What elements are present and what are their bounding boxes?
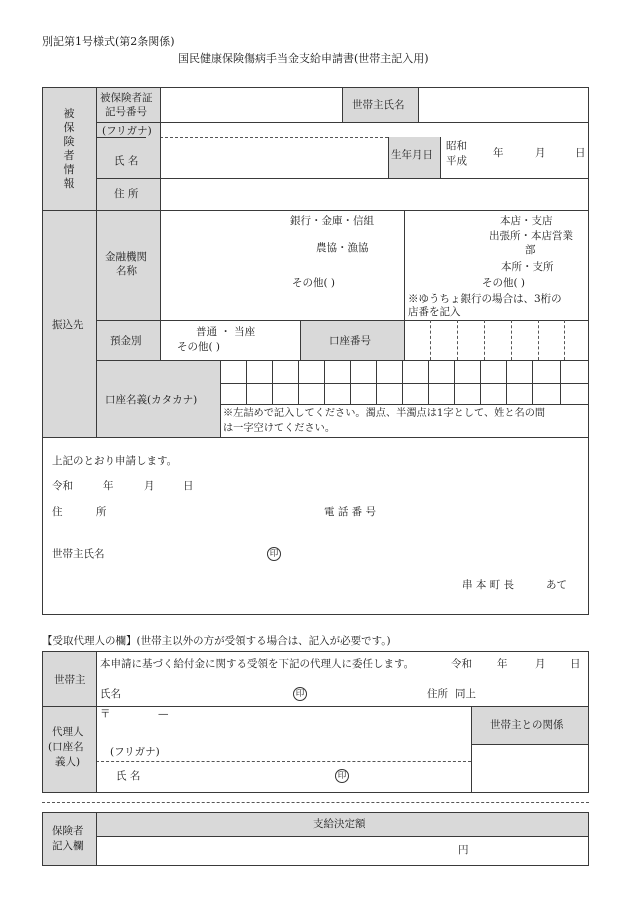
proxy-heading: 【受取代理人の欄】(世帯主以外の方が受領する場合は、記入が必要です。) — [42, 635, 391, 647]
proxy-head-label: 世帯主 — [54, 674, 86, 686]
delegate-name-label: 氏名 — [100, 688, 121, 700]
application-month: 月 — [144, 480, 155, 492]
branch-type-3: 部 — [525, 244, 536, 256]
dob-day: 日 — [575, 147, 586, 159]
application-statement: 上記のとおり申請します。 — [52, 455, 178, 467]
decision-amount-label: 支給決定額 — [313, 818, 366, 830]
addressee-town-head: 串 本 町 長 — [462, 579, 515, 591]
addressee-to: あて — [546, 579, 567, 591]
application-day: 日 — [183, 480, 194, 492]
application-era: 令和 — [52, 480, 73, 492]
card-number-label: 被保険者証 — [100, 92, 153, 104]
agent-label: 代理人 — [52, 726, 84, 738]
head-name-label: 世帯主氏名 — [352, 99, 405, 111]
agent-label-2: (口座名 — [48, 741, 84, 753]
account-holder-note-2: は一字空けてください。 — [223, 423, 336, 434]
postal-mark: 〒 — [100, 708, 111, 720]
application-year: 年 — [103, 480, 114, 492]
address-field[interactable] — [161, 179, 588, 209]
postal-dash: — — [158, 708, 169, 720]
delegate-seal-mark: 印 — [293, 687, 307, 701]
insurer-label-2: 記入欄 — [52, 840, 84, 852]
branch-type-1: 本店・支店 — [500, 215, 553, 227]
account-number-label: 口座番号 — [329, 335, 371, 347]
account-holder-note: ※左詰めで記入してください。濁点、半濁点は1字として、姓と名の間 — [223, 408, 546, 419]
account-holder-label: 口座名義(カタカナ) — [105, 394, 198, 406]
delegate-address-value: 同上 — [455, 688, 476, 700]
delegate-era: 令和 — [451, 658, 472, 670]
form-title: 国民健康保険傷病手当金支給申請書(世帯主記入用) — [178, 52, 429, 65]
dob-month: 月 — [535, 147, 546, 159]
card-number-field[interactable] — [161, 88, 341, 121]
seal-mark: 印 — [267, 547, 281, 561]
application-address-label: 住 所 — [52, 506, 107, 518]
agent-name-label: 氏 名 — [116, 770, 141, 782]
bank-types-2: 農協・漁協 — [316, 242, 369, 254]
form-reference: 別記第1号様式(第2条関係) — [42, 35, 175, 48]
era-heisei: 平成 — [446, 155, 467, 167]
agent-seal-mark: 印 — [335, 769, 349, 783]
bank-name-label: 金融機関 — [105, 251, 147, 263]
delegate-year: 年 — [497, 658, 508, 670]
cut-line — [42, 802, 589, 803]
furigana-field[interactable] — [161, 123, 387, 136]
name-label: 氏 名 — [114, 155, 139, 167]
deposit-type-label: 預金別 — [110, 335, 142, 347]
delegate-text: 本申請に基づく給付金に関する受領を下記の代理人に委任します。 — [100, 658, 415, 670]
application-phone-label: 電 話 番 号 — [324, 506, 377, 518]
dob-label: 生年月日 — [391, 149, 433, 161]
agent-furigana-label: (フリガナ) — [110, 746, 160, 758]
bank-other: その他( ) — [292, 277, 336, 289]
insurer-label: 保険者 — [52, 825, 84, 837]
bank-types: 銀行・金庫・信組 — [290, 215, 374, 227]
yen-unit: 円 — [458, 844, 469, 856]
yucho-note: ※ゆうちょ銀行の場合は、3桁の — [408, 293, 562, 305]
agent-address-field[interactable] — [112, 720, 468, 758]
delegate-day: 日 — [570, 658, 581, 670]
bank-name-label-2: 名称 — [116, 265, 137, 277]
dob-year: 年 — [493, 147, 504, 159]
branch-type-4: 本所・支所 — [501, 261, 554, 273]
relation-field[interactable] — [472, 745, 588, 792]
transfer-section-label: 振込先 — [52, 319, 84, 331]
name-field[interactable] — [161, 138, 387, 177]
head-name-field[interactable] — [419, 88, 588, 121]
deposit-other: その他( ) — [177, 341, 221, 353]
delegate-address-label: 住所 — [427, 688, 448, 700]
card-number-label-2: 記号番号 — [105, 106, 147, 118]
address-label: 住 所 — [114, 188, 139, 200]
deposit-options: 普通 ・ 当座 — [196, 326, 256, 338]
delegate-month: 月 — [535, 658, 546, 670]
yucho-note-2: 店番を記入 — [408, 306, 461, 318]
branch-type-2: 出張所・本店営業 — [489, 230, 573, 242]
branch-other: その他( ) — [482, 277, 526, 289]
application-head-name-label: 世帯主氏名 — [52, 548, 105, 560]
era-showa: 昭和 — [446, 140, 467, 152]
relation-label: 世帯主との関係 — [490, 719, 564, 731]
furigana-label: (フリガナ) — [102, 125, 152, 137]
agent-label-3: 義人) — [55, 756, 81, 768]
